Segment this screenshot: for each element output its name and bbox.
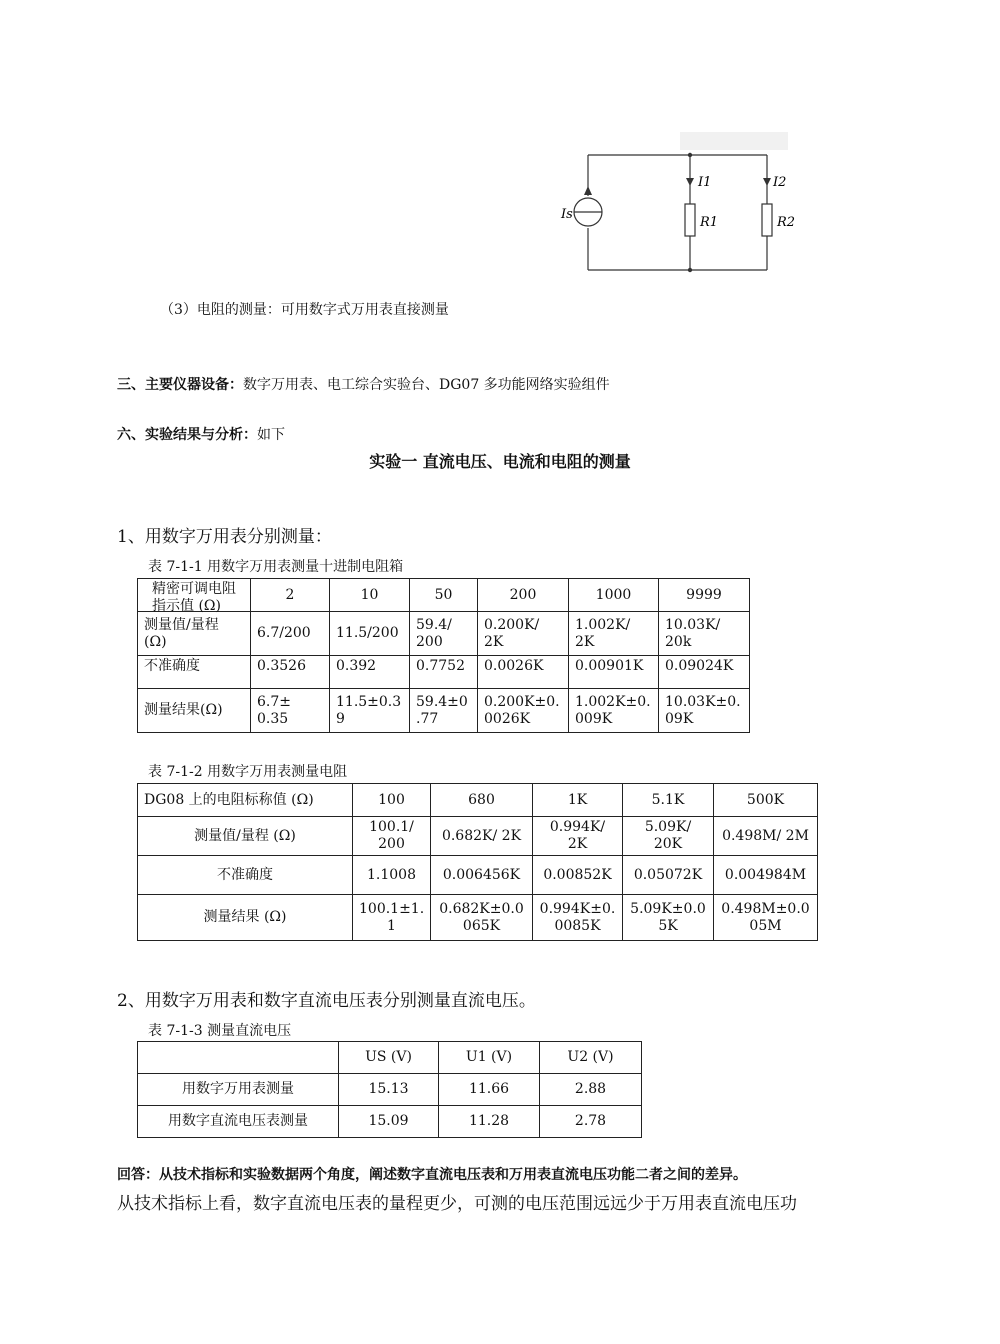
- circuit-diagram: [555, 128, 800, 278]
- table-cell: 0.682K±0.0 065K: [431, 895, 533, 941]
- table-cell: 0.200K/ 2K: [478, 612, 569, 656]
- table-row: [138, 1106, 642, 1138]
- part1-heading: 1、用数字万用表分别测量：: [117, 527, 332, 547]
- table1-header-cell: 10: [330, 579, 410, 612]
- table-cell: 15.13: [339, 1074, 439, 1106]
- label-i2: I2: [773, 175, 787, 190]
- table-cell: 0.09024K: [659, 656, 750, 689]
- table-cell: 测量结果 (Ω): [138, 895, 353, 941]
- table1-header-cell: 9999: [659, 579, 750, 612]
- table3-header-row: [138, 1042, 642, 1074]
- table3-header-blank: [138, 1042, 339, 1074]
- table1-header-cell: 50: [410, 579, 478, 612]
- part2-heading: 2、用数字万用表和数字直流电压表分别测量直流电压。: [117, 991, 536, 1011]
- table1-header-cell: 1000: [569, 579, 659, 612]
- table3-header-cell: U1 (V): [439, 1042, 540, 1074]
- table2-header-row: [138, 784, 818, 817]
- table-cell: 2.88: [540, 1074, 642, 1106]
- table-1: [137, 578, 750, 733]
- table2-header-cell: 100: [353, 784, 431, 817]
- table-cell: 不准确度: [138, 856, 353, 895]
- table-cell: 1.1008: [353, 856, 431, 895]
- table-cell: 15.09: [339, 1106, 439, 1138]
- table-cell: 100.1/ 200: [353, 817, 431, 856]
- table-cell: 10.03K±0. 09K: [659, 689, 750, 733]
- table-cell: 0.004984M: [714, 856, 818, 895]
- table-3: [137, 1041, 642, 1138]
- i2-arrow-icon: [763, 178, 771, 186]
- table-row: [138, 856, 818, 895]
- junction-dot-top: [688, 153, 692, 157]
- table-row: [138, 612, 750, 656]
- section-6-text: 如下: [257, 427, 285, 443]
- table-cell: 0.00852K: [533, 856, 623, 895]
- table-cell: 不准确度: [138, 656, 251, 689]
- answer-text: 从技术指标上看，数字直流电压表的量程更少，可测的电压范围远远少于万用表直流电压功: [117, 1194, 797, 1214]
- table2-header-cell: 500K: [714, 784, 818, 817]
- section-3-heading: 三、主要仪器设备：: [117, 377, 243, 393]
- table-cell: 11.5±0.3 9: [330, 689, 410, 733]
- table-row: [138, 895, 818, 941]
- table-cell: 1.002K±0. 009K: [569, 689, 659, 733]
- table-row: [138, 1074, 642, 1106]
- table-cell: 5.09K±0.0 5K: [623, 895, 714, 941]
- table-cell: 用数字万用表测量: [138, 1074, 339, 1106]
- table-cell: 2.78: [540, 1106, 642, 1138]
- label-r2: R2: [777, 215, 796, 230]
- table-cell: 0.994K/ 2K: [533, 817, 623, 856]
- table-cell: 测量结果(Ω): [138, 689, 251, 733]
- table-cell: 100.1±1. 1: [353, 895, 431, 941]
- table2-header-label: DG08 上的电阻标称值 (Ω): [138, 784, 353, 817]
- table1-header-cell: 200: [478, 579, 569, 612]
- table-cell: 11.66: [439, 1074, 540, 1106]
- table2-header-cell: 5.1K: [623, 784, 714, 817]
- table-cell: 测量值/量程 (Ω): [138, 817, 353, 856]
- table-cell: 0.994K±0. 0085K: [533, 895, 623, 941]
- table-cell: 0.00901K: [569, 656, 659, 689]
- table-cell: 1.002K/ 2K: [569, 612, 659, 656]
- table-cell: 0.05072K: [623, 856, 714, 895]
- table-cell: 测量值/量程 (Ω): [138, 612, 251, 656]
- table1-header-row: [138, 579, 750, 612]
- table1-caption: 表 7-1-1 用数字万用表测量十进制电阻箱: [148, 559, 404, 575]
- table-cell: 0.498M±0.0 05M: [714, 895, 818, 941]
- table1-header-cell: 2: [251, 579, 330, 612]
- i1-arrow-icon: [686, 178, 694, 186]
- resistor-r2-icon: [762, 204, 772, 236]
- table-2: [137, 783, 818, 941]
- answer-question: 回答：从技术指标和实验数据两个角度，阐述数字直流电压表和万用表直流电压功能二者之间的差异。: [117, 1167, 747, 1183]
- table3-header-cell: US (V): [339, 1042, 439, 1074]
- table-row: [138, 817, 818, 856]
- table-cell: 0.0026K: [478, 656, 569, 689]
- label-i1: I1: [698, 175, 712, 190]
- section-6-heading: 六、实验结果与分析：: [117, 427, 257, 443]
- label-r1: R1: [700, 215, 719, 230]
- diagram-shadow: [680, 132, 788, 150]
- table-cell: 0.3526: [251, 656, 330, 689]
- table3-header-cell: U2 (V): [540, 1042, 642, 1074]
- table-cell: 10.03K/ 20k: [659, 612, 750, 656]
- table-cell: 6.7± 0.35: [251, 689, 330, 733]
- table-cell: 11.28: [439, 1106, 540, 1138]
- table-cell: 6.7/200: [251, 612, 330, 656]
- table-row: [138, 656, 750, 689]
- table-cell: 0.682K/ 2K: [431, 817, 533, 856]
- section-6: [117, 424, 285, 444]
- experiment-title: 实验一 直流电压、电流和电阻的测量: [369, 452, 631, 471]
- table-cell: 59.4±0 .77: [410, 689, 478, 733]
- section-3-text: 数字万用表、电工综合实验台、DG07 多功能网络实验组件: [243, 377, 610, 393]
- table-cell: 5.09K/ 20K: [623, 817, 714, 856]
- table-cell: 59.4/ 200: [410, 612, 478, 656]
- table2-caption: 表 7-1-2 用数字万用表测量电阻: [148, 764, 348, 780]
- table2-header-cell: 680: [431, 784, 533, 817]
- label-source: Is: [561, 207, 573, 222]
- table3-caption: 表 7-1-3 测量直流电压: [148, 1023, 292, 1039]
- table-cell: 11.5/200: [330, 612, 410, 656]
- resistor-r1-icon: [685, 204, 695, 236]
- source-arrow-icon: [584, 186, 592, 195]
- table-cell: 0.392: [330, 656, 410, 689]
- resistance-note: （3）电阻的测量：可用数字式万用表直接测量: [160, 302, 449, 318]
- table-row: [138, 689, 750, 733]
- table-cell: 0.200K±0. 0026K: [478, 689, 569, 733]
- table1-header-label: 精密可调电阻指示值 (Ω): [138, 579, 251, 612]
- table-cell: 0.498M/ 2M: [714, 817, 818, 856]
- table-cell: 0.7752: [410, 656, 478, 689]
- table-cell: 0.006456K: [431, 856, 533, 895]
- junction-dot-bottom: [688, 268, 692, 272]
- table2-header-cell: 1K: [533, 784, 623, 817]
- section-3: [117, 374, 610, 394]
- table-cell: 用数字直流电压表测量: [138, 1106, 339, 1138]
